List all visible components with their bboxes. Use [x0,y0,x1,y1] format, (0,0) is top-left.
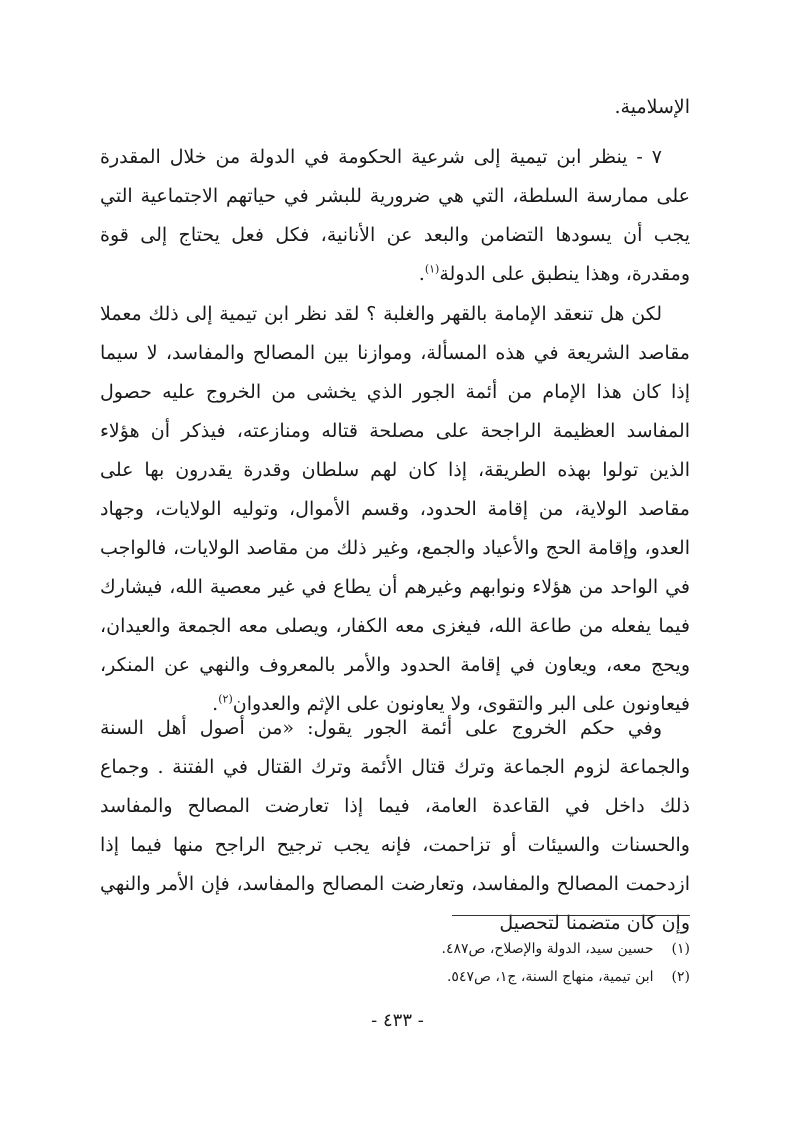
footnote-1-text: حسين سيد، الدولة والإصلاح، ص٤٨٧. [441,941,654,957]
footnote-ref-2[interactable]: (٢) [218,692,233,706]
intro-fragment [100,88,690,127]
paragraph-7-end: . [418,263,425,285]
paragraph-imamate-end: . [212,693,219,715]
paragraph-imamate-text [100,295,690,724]
footnotes [300,935,690,991]
footnote-1 [300,935,690,963]
footnote-ref-1[interactable]: (١) [424,262,440,276]
paragraph-7 [100,138,690,294]
paragraph-ruling-on-rebellion [100,709,690,943]
footnote-divider [452,915,690,916]
paragraph-imamate-by-force [100,295,690,724]
paragraph-imamate-body: لكن هل تنعقد الإمامة بالقهر والغلبة ؟ لقد نظر ابن تيمية إلى ذلك معملا مقاصد الشريعة في هذه المسألة، وموازنا بين المصالح والمفاسد، لا سيما إذا كان هذا الإمام من أئمة الجور الذي يخشى من الخروج عليه حصول المفاسد العظيمة الراجحة على مصلحة قتاله ومنازعته، فيذكر أن هؤلاء الذين تولوا بهذه الطريقة، إذا كان لهم سلطان وقدرة يقدرون بها على مقاصد الولاية، من إقامة الحدود، وقسم الأموال، وتوليه الولايات، وجهاد العدو، وإقامة الحج والأعياد والجمع، وغير ذلك من مقاصد الولايات، فالواجب في الواحد من هؤلاء ونوابهم وغيرهم أن يطاع في غير معصية الله، فيشارك فيما يفعله من طاعة الله، فيغزى معه الكفار، ويصلى معه الجمعة والعيدان، ويحج معه، ويعاون في إقامة الحدود والأمر بالمعروف والنهي عن المنكر، فيعاونون على البر والتقوى، ولا يعاونون على الإثم والعدوان [100,303,690,715]
intro-fragment-text: الإسلامية. [614,96,690,118]
footnote-2 [300,963,690,991]
footnote-2-text: ابن تيمية، منهاج السنة، ج١، ص٥٤٧. [446,969,654,985]
footnote-1-number: (١) [671,941,690,957]
page-number: - ٤٣٣ - [371,1010,424,1031]
paragraph-7-text [100,138,690,294]
footnote-2-number: (٢) [671,969,690,985]
paragraph-ruling-text: وفي حكم الخروج على أئمة الجور يقول: «من أصول أهل السنة والجماعة لزوم الجماعة وترك قتال الأئمة وترك القتال في الفتنة . وجماع ذلك داخل في القاعدة العامة، فيما إذا تعارضت المصالح والمفاسد والحسنات والسيئات أو تزاحمت، فإنه يجب ترجيح الراجح منها فيما إذا ازدحمت المصالح والمفاسد، وتعارضت المصالح والمفاسد، فإن الأمر والنهي وإن كان متضمنا لتحصيل [100,717,690,934]
paragraph-7-body: ٧ - ينظر ابن تيمية إلى شرعية الحكومة في الدولة من خلال المقدرة على ممارسة السلطة، التي هي ضرورية للبشر في حياتهم الاجتماعية التي يجب أن يسودها التضامن والبعد عن الأنانية، فكل فعل يحتاج إلى قوة ومقدرة، وهذا ينطبق على الدولة [100,146,690,285]
